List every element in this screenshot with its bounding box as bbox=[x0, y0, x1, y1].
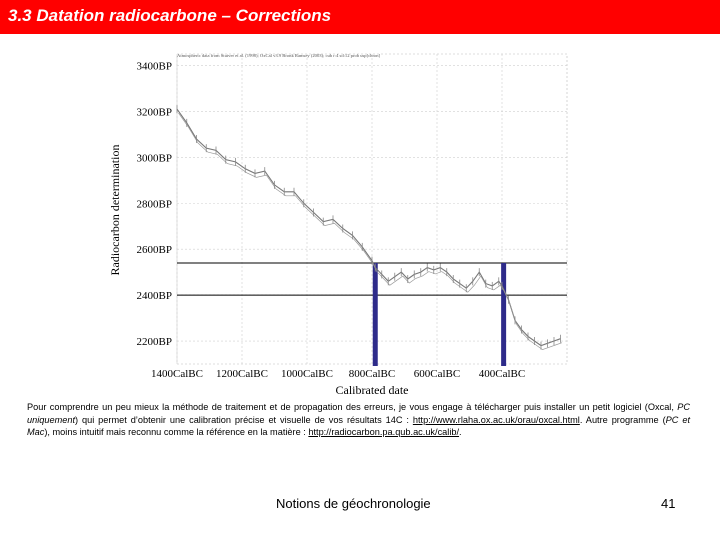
x-axis-label: Calibrated date bbox=[335, 383, 409, 394]
y-tick-label: 2600BP bbox=[136, 244, 172, 257]
y-tick-label: 2200BP bbox=[136, 336, 172, 349]
plot-frame bbox=[177, 54, 567, 364]
x-tick-label: 1000CalBC bbox=[281, 368, 333, 380]
body-text-3: . Autre programme ( bbox=[579, 414, 666, 425]
y-axis-label: Radiocarbon determination bbox=[108, 144, 122, 276]
body-text-5: . bbox=[459, 427, 462, 437]
calib-link[interactable]: http://radiocarbon.pa.qub.ac.uk/calib/ bbox=[308, 427, 460, 437]
y-tick-label: 3000BP bbox=[136, 152, 172, 165]
body-text-2: ) qui permet d’obtenir une calibration précise et visuelle de vos résultats 14C : bbox=[75, 414, 413, 425]
x-tick-label: 1200CalBC bbox=[216, 368, 268, 380]
y-axis-ticks bbox=[137, 60, 172, 348]
slide-title: 3.3 Datation radiocarbone – Corrections bbox=[8, 6, 332, 25]
body-text-1: Pour comprendre un peu mieux la méthode de traitement et de propagation des erreurs, je vous engage à télécharger puis installer un petit logiciel (Oxcal, bbox=[27, 402, 678, 412]
chart-title: Atmospheric data from Stuiver et al. (1998); OxCal v3.9 Bronk Ramsey (2003); cub r:4 sd:12 prob usp[chron] bbox=[177, 53, 381, 58]
calibration-chart bbox=[105, 44, 575, 394]
footer-text: Notions de géochronologie bbox=[276, 496, 431, 511]
body-text-4: ), moins intuitif mais reconnu comme la référence en la matière : bbox=[44, 427, 309, 437]
page-number: 41 bbox=[661, 496, 676, 511]
x-tick-label: 400CalBC bbox=[478, 368, 526, 380]
x-tick-label: 1400CalBC bbox=[151, 368, 203, 380]
y-tick-label: 2400BP bbox=[136, 290, 172, 303]
y-tick-label: 2800BP bbox=[136, 198, 172, 211]
calibrated-range-bar bbox=[501, 263, 506, 366]
x-axis-ticks bbox=[151, 368, 525, 380]
calibrated-range-bar bbox=[373, 263, 378, 366]
body-italic-1: PC uniquement bbox=[27, 402, 690, 425]
y-tick-label: 3200BP bbox=[136, 106, 172, 119]
title-bar bbox=[0, 0, 720, 34]
oxcal-link[interactable]: http://www.rlaha.ox.ac.uk/orau/oxcal.html bbox=[412, 414, 580, 425]
x-tick-label: 800CalBC bbox=[348, 368, 396, 380]
chart-grid bbox=[177, 54, 567, 364]
x-tick-label: 600CalBC bbox=[413, 368, 461, 380]
body-paragraph bbox=[27, 401, 690, 439]
y-tick-label: 3400BP bbox=[136, 60, 172, 73]
body-italic-2: PC et Mac bbox=[27, 414, 691, 437]
